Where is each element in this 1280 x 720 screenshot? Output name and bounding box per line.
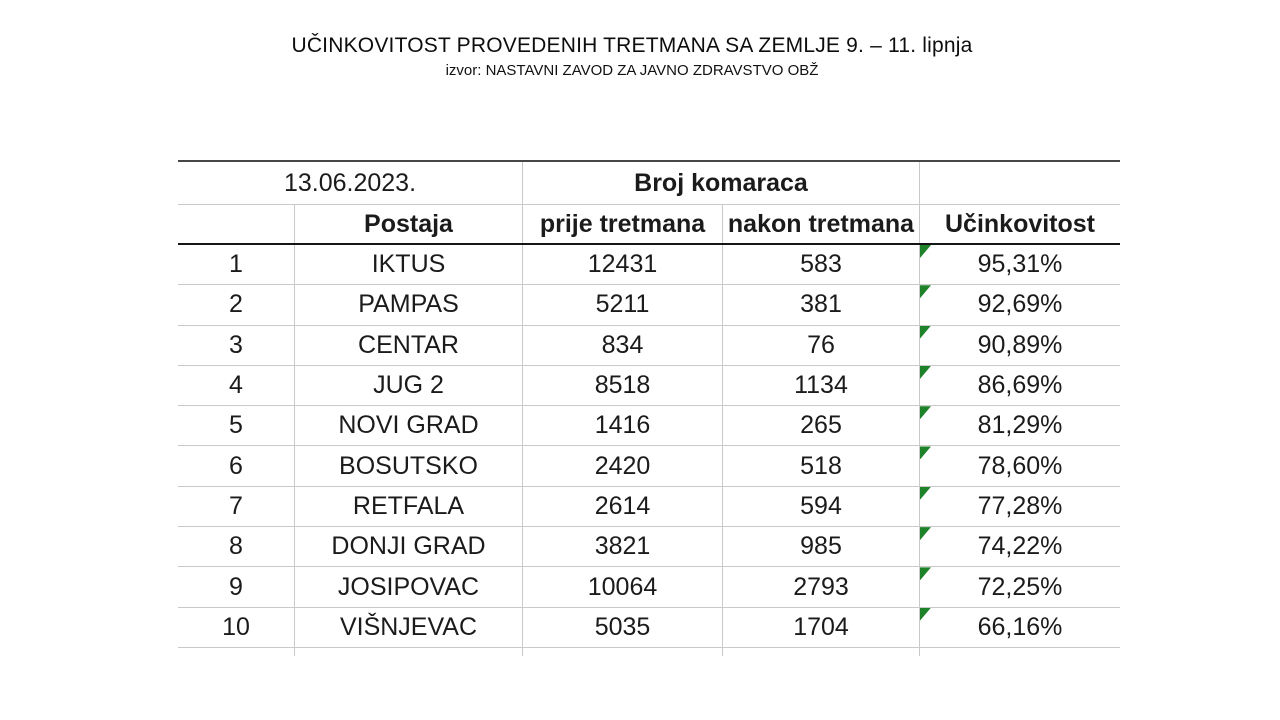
page-subtitle: izvor: NASTAVNI ZAVOD ZA JAVNO ZDRAVSTVO OBŽ xyxy=(445,62,819,80)
effectiveness-cell xyxy=(920,527,1120,566)
error-indicator-icon xyxy=(920,608,931,621)
error-indicator-icon xyxy=(920,366,931,379)
group-header-cell: Broj komaraca xyxy=(523,162,920,204)
effectiveness-cell xyxy=(920,326,1120,365)
effectiveness-cell xyxy=(920,406,1120,445)
effectiveness-value: 90,89% xyxy=(977,330,1063,359)
effectiveness-value: 74,22% xyxy=(977,532,1063,561)
after-count-cell: 518 xyxy=(723,446,920,485)
after-count-cell: 583 xyxy=(723,245,920,284)
effectiveness-cell xyxy=(920,245,1120,284)
effectiveness-value: 95,31% xyxy=(977,250,1063,279)
station-cell: PAMPAS xyxy=(295,285,523,324)
before-count-cell: 2420 xyxy=(523,446,723,485)
table-header-row-merged xyxy=(178,162,1120,205)
effectiveness-cell xyxy=(920,487,1120,526)
effectiveness-cell xyxy=(920,608,1120,647)
page-title: UČINKOVITOST PROVEDENIH TRETMANA SA ZEMLJE 9. – 11. lipnja xyxy=(291,34,973,57)
effectiveness-value: 81,29% xyxy=(977,411,1063,440)
table-header-row xyxy=(178,205,1120,245)
error-indicator-icon xyxy=(920,446,931,459)
after-count-cell: 76 xyxy=(723,326,920,365)
row-number-cell: 10 xyxy=(178,608,295,647)
effectiveness-cell xyxy=(920,446,1120,485)
station-cell: DONJI GRAD xyxy=(295,527,523,566)
effectiveness-value: 72,25% xyxy=(977,572,1063,601)
station-cell: RETFALA xyxy=(295,487,523,526)
effectiveness-value: 66,16% xyxy=(977,612,1063,641)
effectiveness-value: 86,69% xyxy=(977,371,1063,400)
effectiveness-cell xyxy=(920,285,1120,324)
table-row xyxy=(178,608,1120,648)
before-count-cell: 12431 xyxy=(523,245,723,284)
col-header-station: Postaja xyxy=(295,205,523,243)
error-indicator-icon xyxy=(920,406,931,419)
before-count-cell: 834 xyxy=(523,326,723,365)
after-count-cell: 2793 xyxy=(723,567,920,606)
after-count-cell: 265 xyxy=(723,406,920,445)
error-indicator-icon xyxy=(920,567,931,580)
partial-row-gridline-stubs xyxy=(178,648,1120,656)
row-number-cell: 6 xyxy=(178,446,295,485)
empty-header-cell xyxy=(920,162,1120,204)
table-row xyxy=(178,406,1120,446)
after-count-cell: 985 xyxy=(723,527,920,566)
error-indicator-icon xyxy=(920,285,931,298)
table-row xyxy=(178,285,1120,325)
row-number-cell: 2 xyxy=(178,285,295,324)
station-cell: JOSIPOVAC xyxy=(295,567,523,606)
col-header-after: nakon tretmana xyxy=(723,205,920,243)
before-count-cell: 5035 xyxy=(523,608,723,647)
before-count-cell: 8518 xyxy=(523,366,723,405)
station-cell: IKTUS xyxy=(295,245,523,284)
after-count-cell: 1134 xyxy=(723,366,920,405)
station-cell: JUG 2 xyxy=(295,366,523,405)
effectiveness-value: 77,28% xyxy=(977,491,1063,520)
table-row xyxy=(178,446,1120,486)
treatment-table xyxy=(178,160,1120,656)
col-header-before: prije tretmana xyxy=(523,205,723,243)
slide-header xyxy=(0,33,1280,80)
date-cell: 13.06.2023. xyxy=(178,162,523,204)
station-cell: VIŠNJEVAC xyxy=(295,608,523,647)
error-indicator-icon xyxy=(920,245,931,258)
row-number-cell: 4 xyxy=(178,366,295,405)
after-count-cell: 381 xyxy=(723,285,920,324)
station-cell: BOSUTSKO xyxy=(295,446,523,485)
table-row xyxy=(178,326,1120,366)
row-number-cell: 3 xyxy=(178,326,295,365)
table-row xyxy=(178,366,1120,406)
before-count-cell: 2614 xyxy=(523,487,723,526)
before-count-cell: 1416 xyxy=(523,406,723,445)
before-count-cell: 10064 xyxy=(523,567,723,606)
error-indicator-icon xyxy=(920,487,931,500)
table-row xyxy=(178,245,1120,285)
col-header-index xyxy=(178,205,295,243)
error-indicator-icon xyxy=(920,527,931,540)
col-header-effectiveness: Učinkovitost xyxy=(944,209,1096,238)
row-number-cell: 5 xyxy=(178,406,295,445)
row-number-cell: 8 xyxy=(178,527,295,566)
effectiveness-value: 78,60% xyxy=(977,451,1063,480)
station-cell: CENTAR xyxy=(295,326,523,365)
table-row xyxy=(178,487,1120,527)
table-row xyxy=(178,527,1120,567)
effectiveness-value: 92,69% xyxy=(977,290,1063,319)
effectiveness-cell xyxy=(920,366,1120,405)
row-number-cell: 1 xyxy=(178,245,295,284)
after-count-cell: 594 xyxy=(723,487,920,526)
after-count-cell: 1704 xyxy=(723,608,920,647)
error-indicator-icon xyxy=(920,326,931,339)
effectiveness-cell xyxy=(920,567,1120,606)
table-row xyxy=(178,567,1120,607)
before-count-cell: 5211 xyxy=(523,285,723,324)
row-number-cell: 9 xyxy=(178,567,295,606)
before-count-cell: 3821 xyxy=(523,527,723,566)
station-cell: NOVI GRAD xyxy=(295,406,523,445)
row-number-cell: 7 xyxy=(178,487,295,526)
